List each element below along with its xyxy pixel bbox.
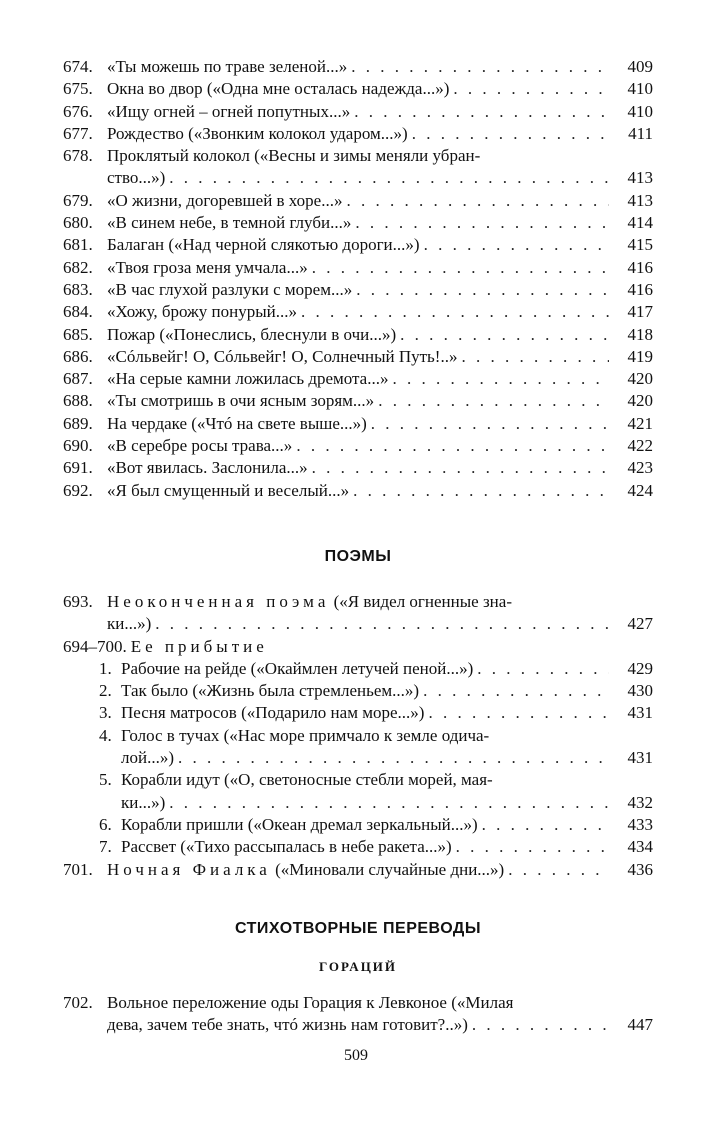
entry-title	[107, 859, 504, 881]
entry-title: Балаган («Над черной слякотью дороги...»)	[107, 235, 420, 255]
dot-leader	[296, 435, 609, 457]
dot-leader	[301, 301, 609, 323]
entry-page: 429	[627, 658, 653, 678]
toc-entry	[63, 234, 653, 256]
entry-page: 447	[627, 1015, 653, 1035]
toc-entry-continuation	[99, 747, 653, 769]
toc-entry	[63, 591, 653, 613]
dot-leader	[456, 836, 609, 858]
entry-title: «Ищу огней – огней попутных...»	[107, 101, 351, 121]
entry-title: «Вот явилась. Заслонила...»	[107, 458, 308, 478]
entry-page: 411	[628, 123, 653, 143]
toc-list-lyrics	[63, 56, 653, 502]
entry-number: 684.	[63, 302, 93, 322]
dot-leader	[428, 702, 609, 724]
entry-title: Окна во двор («Одна мне осталась надежда...»)	[107, 79, 450, 99]
entry-page: 431	[627, 748, 653, 768]
entry-title: Так было («Жизнь была стремленьем...»)	[121, 681, 420, 701]
entry-title: «Твоя гроза меня умчала...»	[107, 257, 308, 277]
entry-title-continued: ки...»)	[121, 792, 166, 812]
entry-title: «Хожу, брожу понурый...»	[107, 302, 298, 322]
dot-leader	[312, 457, 609, 479]
entry-title: Песня матросов («Подарило нам море...»)	[121, 703, 425, 723]
entry-number: 1.	[99, 658, 112, 678]
toc-entry	[99, 702, 653, 724]
entry-number: 701.	[63, 859, 93, 879]
toc-entry	[63, 78, 653, 100]
toc-entry	[63, 992, 653, 1014]
entry-page: 431	[627, 703, 653, 723]
dot-leader	[312, 257, 609, 279]
dot-leader	[351, 56, 609, 78]
entry-page: 413	[627, 168, 653, 188]
entry-page: 410	[627, 79, 653, 99]
entry-number: 678.	[63, 146, 93, 166]
toc-entry	[63, 212, 653, 234]
entry-title: На чердаке («Чтó на свете выше...»)	[107, 413, 367, 433]
toc-entry	[99, 769, 653, 791]
entry-title-continued: ство...»)	[107, 168, 166, 188]
toc-entry	[99, 680, 653, 702]
entry-title-rest: («Я видел огненные зна-	[333, 592, 512, 611]
entry-number: 690.	[63, 436, 93, 456]
toc-entry-continuation	[63, 167, 653, 189]
entry-title	[107, 591, 512, 613]
dot-leader	[472, 1014, 609, 1036]
entry-title: Рассвет («Тихо рассыпалась в небе ракета...»)	[121, 837, 452, 857]
entry-title: «Ты можешь по траве зеленой...»	[107, 57, 348, 76]
dot-leader	[508, 859, 609, 881]
entry-page: 434	[627, 837, 653, 857]
dot-leader	[461, 346, 609, 368]
dot-leader	[356, 279, 609, 301]
toc-entry	[63, 279, 653, 301]
entry-number: 682.	[63, 257, 93, 277]
dot-leader	[424, 234, 609, 256]
entry-number: 7.	[99, 837, 112, 857]
toc-entry	[63, 435, 653, 457]
entry-title: Проклятый колокол («Весны и зимы меняли убран-	[107, 146, 481, 166]
entry-number: 675.	[63, 79, 93, 99]
toc-entry	[63, 413, 653, 435]
entry-number: 3.	[99, 703, 112, 723]
toc-list-translations	[63, 992, 653, 1037]
entry-number: 685.	[63, 324, 93, 344]
dot-leader	[169, 167, 609, 189]
entry-title: Рождество («Звонким колокол ударом...»)	[107, 123, 408, 143]
toc-entry	[63, 859, 653, 881]
toc-entry	[63, 457, 653, 479]
dot-leader	[378, 390, 609, 412]
dot-leader	[482, 814, 609, 836]
toc-entry	[99, 836, 653, 858]
dot-leader	[354, 101, 609, 123]
dot-leader	[353, 480, 609, 502]
entry-title: «В серебре росы трава...»	[107, 436, 293, 456]
toc-list-poems	[63, 591, 653, 881]
toc-entry	[63, 301, 653, 323]
entry-number: 691.	[63, 458, 93, 478]
toc-entry	[63, 123, 653, 145]
entry-number: 674.	[63, 57, 93, 76]
toc-entry	[99, 814, 653, 836]
entry-page: 421	[627, 413, 653, 433]
entry-page: 433	[627, 814, 653, 834]
section-title: ПОЭМЫ	[324, 548, 392, 565]
entry-number: 681.	[63, 235, 93, 255]
entry-number: 680.	[63, 213, 93, 233]
entry-title: «В час глухой разлуки с морем...»	[107, 279, 353, 299]
entry-number: 6.	[99, 814, 112, 834]
entry-number: 683.	[63, 279, 93, 299]
toc-entry-continuation	[99, 792, 653, 814]
toc-sublist	[63, 658, 653, 859]
entry-number: 692.	[63, 480, 93, 500]
toc-entry	[99, 725, 653, 747]
dot-leader	[453, 78, 609, 100]
entry-number: 688.	[63, 391, 93, 411]
toc-entry	[63, 190, 653, 212]
entry-number: 2.	[99, 681, 112, 701]
toc-entry	[63, 101, 653, 123]
page-number: 509	[344, 1047, 368, 1064]
entry-page: 415	[627, 235, 653, 255]
entry-title: «Ты смотришь в очи ясным зорям...»	[107, 391, 375, 411]
entry-page: 419	[627, 346, 653, 366]
entry-page: 416	[627, 257, 653, 277]
toc-entry	[63, 324, 653, 346]
dot-leader	[477, 658, 609, 680]
toc-entry	[63, 390, 653, 412]
entry-title-continued: дева, зачем тебе знать, чтó жизнь нам готовит?..»)	[107, 1015, 468, 1035]
toc-entry	[63, 56, 653, 78]
section-poems	[63, 546, 653, 568]
entry-number: 677.	[63, 123, 93, 143]
toc-group-heading	[63, 636, 653, 658]
toc-entry	[63, 257, 653, 279]
entry-title: «На серые камни ложилась дремота...»	[107, 369, 389, 389]
toc-entry-continuation	[63, 1014, 653, 1036]
section-translations	[63, 918, 653, 940]
entry-title-spaced: Ночная Фиалка	[107, 859, 271, 879]
entry-page: 430	[627, 681, 653, 701]
entry-page: 417	[627, 302, 653, 322]
entry-title: «О жизни, догоревшей в хоре...»	[107, 190, 343, 210]
entry-page: 418	[627, 324, 653, 344]
entry-number: 686.	[63, 346, 93, 366]
entry-page: 410	[627, 101, 653, 121]
section-title: СТИХОТВОРНЫЕ ПЕРЕВОДЫ	[235, 920, 481, 937]
entry-number: 4.	[99, 725, 112, 745]
entry-page: 423	[627, 458, 653, 478]
dot-leader	[346, 190, 609, 212]
entry-page: 409	[627, 57, 653, 76]
toc-entry	[63, 368, 653, 390]
dot-leader	[371, 413, 609, 435]
entry-number: 676.	[63, 101, 93, 121]
entry-page: 424	[627, 480, 653, 500]
entry-title: Вольное переложение оды Горация к Левконое («Милая	[107, 993, 514, 1012]
dot-leader	[392, 368, 609, 390]
entry-page: 420	[627, 369, 653, 389]
dot-leader	[178, 747, 609, 769]
entry-page: 413	[627, 190, 653, 210]
entry-number: 679.	[63, 190, 93, 210]
entry-title: «В синем небе, в темной глуби...»	[107, 213, 352, 233]
entry-page: 416	[627, 279, 653, 299]
subsection-title: ГОРАЦИЙ	[318, 959, 398, 974]
entry-number: 693.	[63, 592, 93, 611]
dot-leader	[412, 123, 609, 145]
entry-title: «Сóльвейг! О, Сóльвейг! О, Солнечный Путь!..»	[107, 346, 458, 366]
entry-title: Корабли идут («О, светоносные стебли морей, мая-	[121, 770, 493, 790]
entry-title-continued: лой...»)	[121, 748, 174, 768]
dot-leader	[423, 680, 609, 702]
entry-number: 5.	[99, 770, 112, 790]
entry-page: 432	[627, 792, 653, 812]
toc-entry	[63, 480, 653, 502]
entry-title: «Я был смущенный и веселый...»	[107, 480, 350, 500]
toc-entry	[63, 346, 653, 368]
entry-page: 422	[627, 436, 653, 456]
entry-page: 436	[627, 859, 653, 879]
entry-number: 687.	[63, 369, 93, 389]
entry-number: 702.	[63, 993, 93, 1012]
dot-leader	[169, 792, 609, 814]
toc-entry	[99, 658, 653, 680]
entry-title: Голос в тучах («Нас море примчало к земле одича-	[121, 725, 490, 745]
entry-title: Корабли пришли («Океан дремал зеркальный...»)	[121, 814, 478, 834]
entry-title: Рабочие на рейде («Окаймлен летучей пеной...»)	[121, 658, 474, 678]
toc-entry	[63, 145, 653, 167]
toc-entry-continuation	[63, 613, 653, 635]
entry-page: 414	[627, 213, 653, 233]
entry-number: 694–700.	[63, 636, 127, 656]
dot-leader	[355, 212, 609, 234]
subsection-horace	[63, 956, 653, 978]
entry-title-spaced: Неоконченная поэма	[107, 592, 330, 611]
entry-number: 689.	[63, 413, 93, 433]
dot-leader	[400, 324, 609, 346]
entry-title: Пожар («Понеслись, блеснули в очи...»)	[107, 324, 397, 344]
dot-leader	[155, 613, 609, 635]
entry-page: 427	[627, 614, 653, 634]
entry-page: 420	[627, 391, 653, 411]
entry-title-continued: ки...»)	[107, 614, 152, 634]
entry-title-rest: («Миновали случайные дни...»)	[275, 859, 505, 879]
group-title: Ее прибытие	[130, 636, 268, 656]
